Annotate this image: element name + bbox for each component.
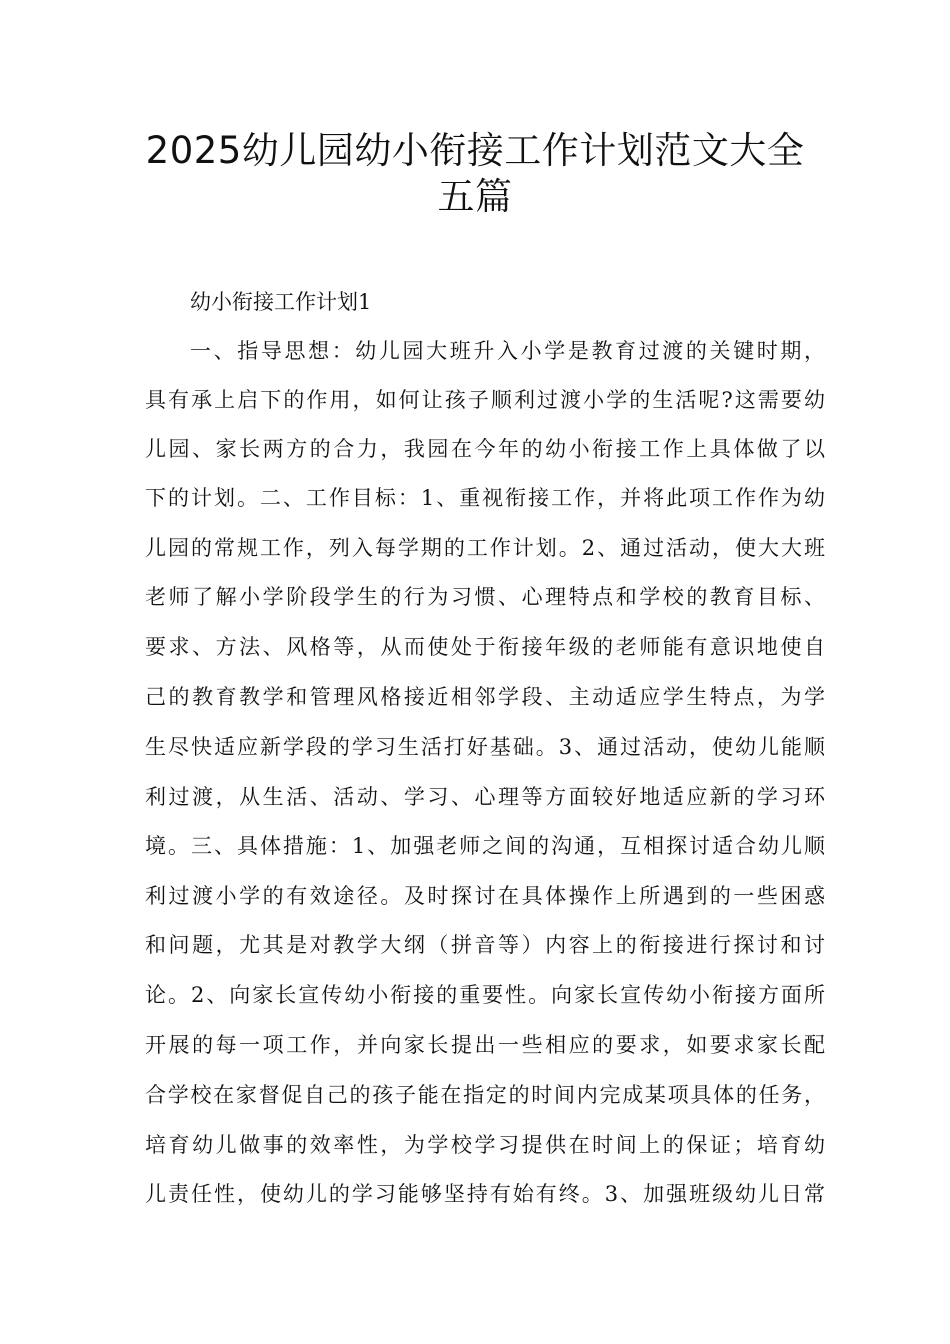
body-line-1: 一、指导思想：幼儿园大班升入小学是教育过渡的关键时期，	[190, 339, 825, 363]
body-line-8: 己的教育教学和管理风格接近相邻学段、主动适应学生特点，为学	[145, 685, 825, 709]
body-line-10: 利过渡，从生活、活动、学习、心理等方面较好地适应新的学习环	[145, 785, 825, 809]
body-line-7: 要求、方法、风格等，从而使处于衔接年级的老师能有意识地使自	[145, 635, 825, 659]
body-line-18: 儿责任性，使幼儿的学习能够坚持有始有终。3、加强班级幼儿日常	[145, 1182, 825, 1206]
body-line-17: 培育幼儿做事的效率性，为学校学习提供在时间上的保证；培育幼	[145, 1133, 825, 1157]
body-line-14: 论。2、向家长宣传幼小衔接的重要性。向家长宣传幼小衔接方面所	[145, 983, 825, 1007]
body-line-4: 下的计划。二、工作目标：1、重视衔接工作，并将此项工作作为幼	[145, 486, 825, 510]
body-line-15: 开展的每一项工作，并向家长提出一些相应的要求，如要求家长配	[145, 1033, 825, 1057]
body-line-9: 生尽快适应新学段的学习生活打好基础。3、通过活动，使幼儿能顺	[145, 735, 825, 759]
document-title	[100, 128, 850, 220]
body-line-12: 利过渡小学的有效途径。及时探讨在具体操作上所遇到的一些困惑	[145, 884, 825, 908]
body-line-16: 合学校在家督促自己的孩子能在指定的时间内完成某项具体的任务，	[145, 1083, 825, 1107]
body-line-6: 老师了解小学阶段学生的行为习惯、心理特点和学校的教育目标、	[145, 585, 825, 609]
body-line-11: 境。三、具体措施：1、加强老师之间的沟通，互相探讨适合幼儿顺	[145, 834, 825, 858]
section-heading: 幼小衔接工作计划1	[190, 290, 372, 314]
document-title-line-2: 五篇	[437, 175, 513, 218]
body-line-3: 儿园、家长两方的合力，我园在今年的幼小衔接工作上具体做了以	[145, 437, 825, 461]
body-line-13: 和问题，尤其是对教学大纲（拼音等）内容上的衔接进行探讨和讨	[145, 933, 825, 957]
body-line-5: 儿园的常规工作，列入每学期的工作计划。2、通过活动，使大大班	[145, 536, 825, 560]
body-line-2: 具有承上启下的作用，如何让孩子顺利过渡小学的生活呢?这需要幼	[145, 388, 825, 412]
document-title-line-1: 2025幼儿园幼小衔接工作计划范文大全	[145, 129, 805, 172]
